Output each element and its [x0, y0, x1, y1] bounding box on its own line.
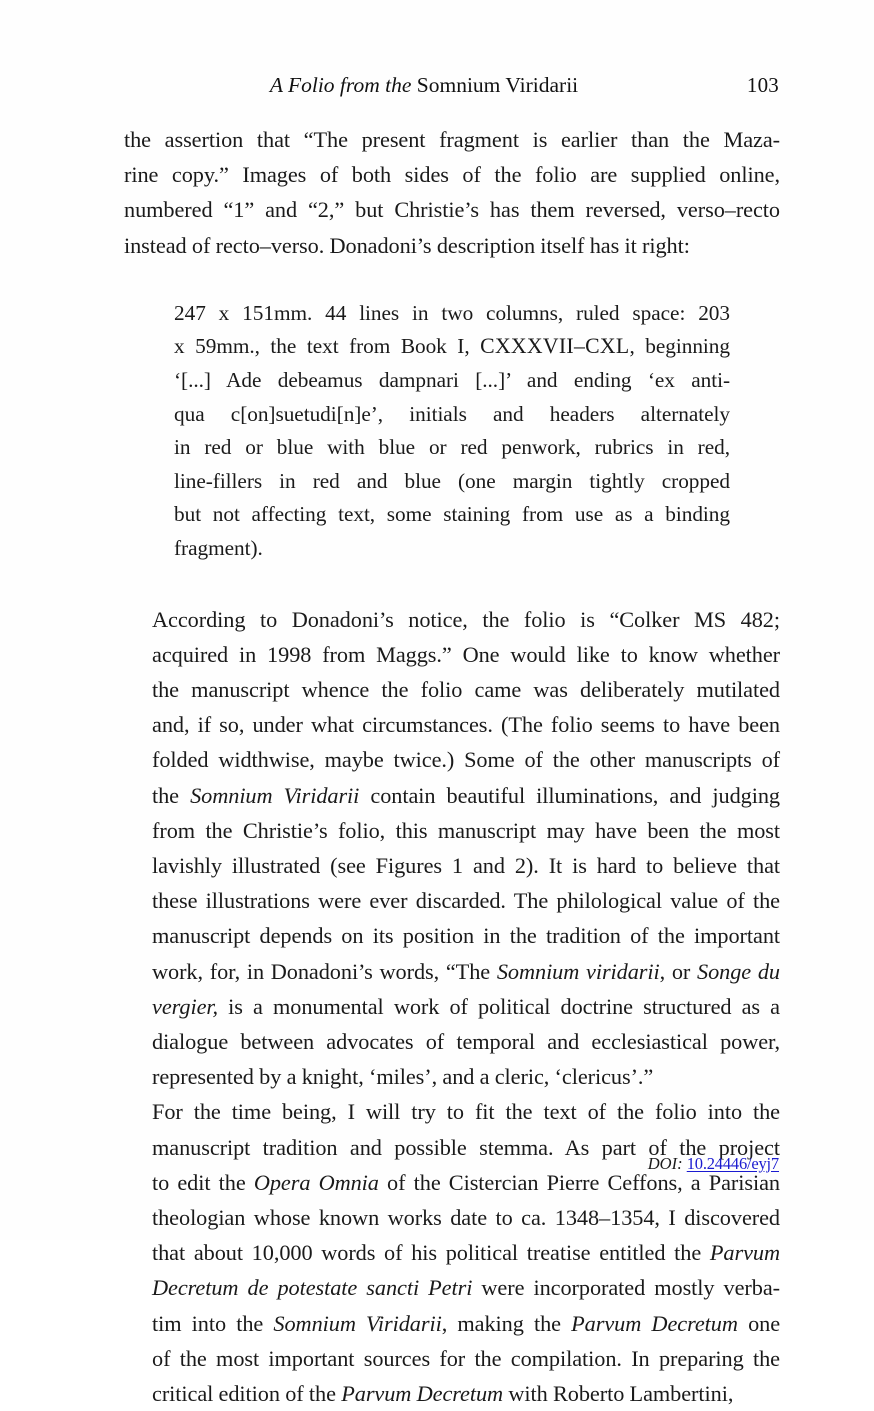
paragraph-stemma	[124, 1094, 780, 1411]
text-block	[124, 122, 780, 1411]
text-line: lavishly illustrated (see Figures 1 and 2). It is hard to believe that	[152, 852, 780, 878]
doi-footer	[648, 1154, 779, 1174]
quote-line: qua c[on]suetudi[n]e’, initials and headers alternately	[174, 401, 730, 426]
text-line: to edit the Opera Omnia of the Cistercian Pierre Ceffons, a Parisian	[152, 1169, 780, 1195]
quote-line: ‘[...] Ade debeamus dampnari [...]’ and ending ‘ex anti-	[174, 368, 730, 392]
spacer	[124, 566, 780, 602]
text-line: vergier, is a monumental work of political doctrine structured as a	[152, 993, 780, 1019]
text-line: manuscript depends on its position in the tradition of the important	[152, 923, 780, 949]
paragraph-opening	[124, 122, 780, 263]
quote-line: but not affecting text, some staining from use as a binding	[174, 502, 730, 527]
text-line: tim into the Somnium Viridarii, making the Parvum Decretum one	[152, 1310, 781, 1336]
text-line: the manuscript whence the folio came was deliberately mutilated	[152, 676, 780, 702]
text-line: dialogue between advocates of temporal and ecclesiastical power,	[152, 1029, 780, 1054]
text-line: acquired in 1998 from Maggs.” One would like to know whether	[152, 641, 780, 667]
text-line: of the most important sources for the compilation. In preparing the	[152, 1345, 780, 1371]
text-line: rine copy.” Images of both sides of the folio are supplied online,	[124, 162, 780, 188]
quote-line: x 59mm., the text from Book I, CXXXVII–CXL, beginning	[174, 334, 730, 359]
text-line: numbered “1” and “2,” but Christie’s has them reversed, verso–recto	[124, 197, 780, 223]
text-line: represented by a knight, ‘miles’, and a cleric, ‘clericus’.”	[152, 1064, 654, 1090]
quote-line: in red or blue with blue or red penwork, rubrics in red,	[174, 435, 730, 460]
text-line: these illustrations were ever discarded. The philological value of the	[152, 888, 780, 914]
running-head-title-italic: A Folio from the	[269, 73, 412, 97]
text-line: theologian whose known works date to ca. 1348–1354, I discovered	[152, 1205, 780, 1231]
doi-link[interactable]: 10.24446/eyj7	[686, 1154, 779, 1173]
running-head-title	[124, 70, 724, 100]
quote-line: fragment).	[174, 535, 263, 560]
text-line: folded widthwise, maybe twice.) Some of the other manuscripts of	[152, 747, 780, 773]
text-line: that about 10,000 words of his political treatise entitled the Parvum	[152, 1240, 780, 1266]
text-line: For the time being, I will try to fit the text of the folio into the	[152, 1099, 780, 1125]
spacer	[124, 263, 780, 297]
running-head	[124, 70, 779, 100]
text-line: from the Christie’s folio, this manuscript may have been the most	[152, 817, 780, 843]
paragraph-donadoni-notice	[124, 602, 780, 1095]
text-line: According to Donadoni’s notice, the folio is “Colker MS 482;	[152, 606, 780, 632]
page-number: 103	[746, 73, 779, 97]
text-line: the Somnium Viridarii contain beautiful illuminations, and judging	[152, 782, 780, 808]
roman-numeral-range: CXXXVII–CXL	[480, 334, 630, 359]
block-quotation	[174, 297, 730, 566]
running-head-title-roman: Somnium Viridarii	[416, 73, 579, 97]
text-line: critical edition of the Parvum Decretum with Roberto Lambertini,	[152, 1381, 734, 1407]
text-line: Decretum de potestate sancti Petri were incorporated mostly verba-	[152, 1275, 780, 1301]
doi-label: DOI:	[647, 1154, 683, 1173]
text-line: instead of recto–verso. Donadoni’s description itself has it right:	[124, 232, 690, 258]
text-line: manuscript tradition and possible stemma. As part of the project	[152, 1134, 780, 1160]
text-line: and, if so, under what circumstances. (The folio seems to have been	[152, 712, 780, 738]
quote-line: 247 x 151mm. 44 lines in two columns, ruled space: 203	[174, 300, 730, 325]
text-line: work, for, in Donadoni’s words, “The Somnium viridarii, or Songe du	[152, 958, 780, 984]
quote-line: line-fillers in red and blue (one margin tightly cropped	[174, 468, 730, 493]
text-line: the assertion that “The present fragment is earlier than the Maza-	[124, 127, 780, 152]
